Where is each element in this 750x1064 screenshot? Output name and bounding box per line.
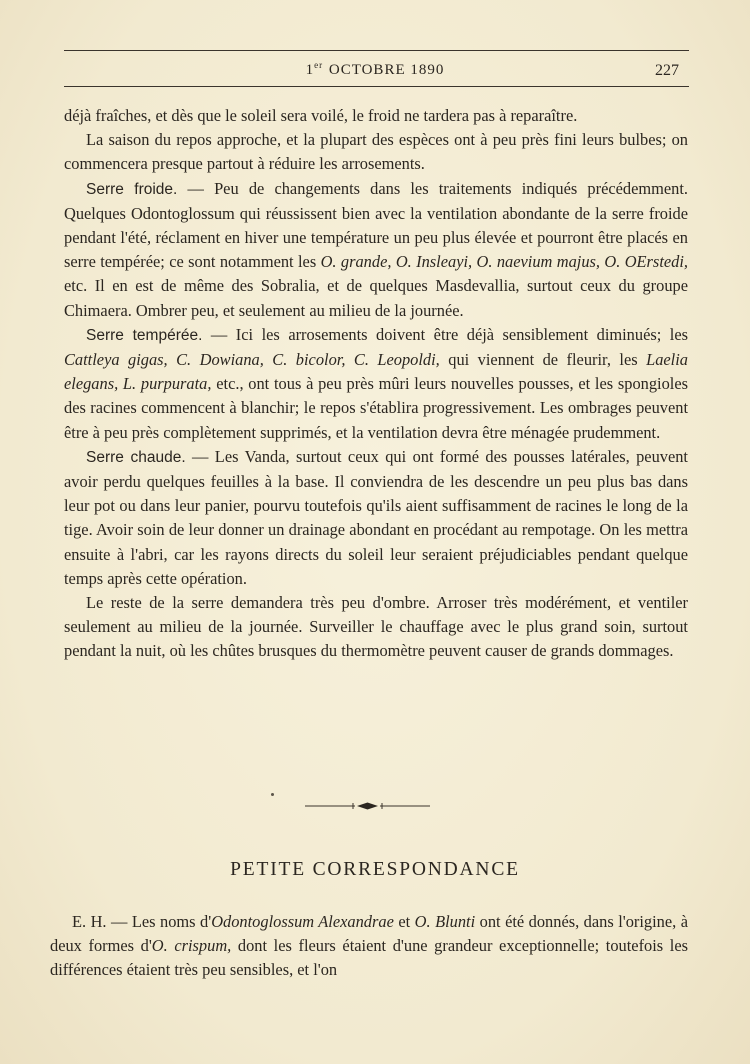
- ink-speck: [271, 793, 274, 796]
- italic-botanical-name: O. Blunti: [414, 912, 476, 931]
- text-run: — Ici les arrosements doivent être déjà sensiblement diminués; les: [202, 324, 688, 344]
- text-run: dont les fleurs étaient d'une grandeur exceptionnelle; toutefois les différences étaient très peu sensibles, et l'on: [50, 936, 688, 980]
- italic-botanical-name: Laelia elegans, L. purpurata,: [64, 350, 688, 394]
- text-run: etc., ont tous à peu près mûri leurs nouvelles pousses, et les spongioles des racines commencent à blanchir; le repos s'établira progressivement. Les ombrages peuvent être à peu près complètement supprimés, et la ventilation devra être ménagée prudemment.: [64, 374, 689, 442]
- correspondence-text: [50, 910, 688, 983]
- text-run: E. H. — Les noms d': [72, 912, 212, 931]
- section-lead-heading: Serre froide.: [86, 180, 178, 198]
- section-title: PETITE CORRESPONDANCE: [230, 859, 520, 880]
- header-top-rule: [64, 50, 689, 51]
- running-header-date: [0, 60, 750, 79]
- page-number: 227: [655, 62, 679, 79]
- paragraph: [64, 104, 688, 128]
- text-run: ont été donnés, dans l'origine, à deux formes d': [50, 912, 688, 956]
- date-text: OCTOBRE 1890: [328, 62, 445, 78]
- text-run: La saison du repos approche, et la plupart des espèces ont à peu près fini leurs bulbes; on commencera presque partout à réduire les arrosements.: [64, 130, 688, 174]
- section-divider-ornament: [305, 799, 430, 813]
- text-run: etc. Il en est de même des Sobralia, et de quelques Masdevallia, surtout ceux du groupe Chimaera. Ombrer peu, et seulement au milieu de la journée.: [64, 276, 688, 320]
- text-run: Le reste de la serre demandera très peu d'ombre. Arroser très modérément, et ventiler seulement au milieu de la journée. Surveiller le chauffage avec le plus grand soin, surtout pendant la nuit, où les chûtes brusques du thermomètre peuvent causer de grands dommages.: [64, 593, 688, 661]
- text-run: déjà fraîches, et dès que le soleil sera voilé, le froid ne tardera pas à reparaître.: [64, 106, 578, 125]
- section-lead-heading: Serre chaude.: [86, 448, 186, 466]
- date-superscript: er: [314, 60, 324, 70]
- main-text-column: [64, 104, 688, 664]
- italic-botanical-name: O. grande, O. Insleayi, O. naevium majus, O. OErstedi,: [320, 252, 688, 272]
- italic-botanical-name: Odontoglossum Alexandrae: [211, 912, 394, 931]
- paragraph: [64, 128, 688, 176]
- section-lead-heading: Serre tempérée.: [86, 326, 203, 344]
- date-prefix: 1: [305, 62, 315, 78]
- correspondence-paragraph: [50, 910, 688, 983]
- text-run: qui viennent de fleurir, les: [439, 350, 647, 370]
- paragraph-serre-temperee: [64, 323, 688, 445]
- text-run: et: [393, 912, 415, 931]
- paragraph-serre-chaude: [64, 445, 688, 591]
- italic-botanical-name: O. crispum,: [151, 936, 232, 956]
- header-bottom-rule: [64, 86, 689, 87]
- text-run: — Les Vanda, surtout ceux qui ont formé des pousses latérales, peuvent avoir perdu quelques feuilles à la base. Il conviendra de les descendre un peu plus bas dans leur pot ou dans leur panier, pourvu toutefois qu'ils aient suffisamment de racines le long de la tige. Avoir soin de leur donner un drainage abondant en procédant au rempotage. On les mettra ensuite à l'abri, car les rayons directs du soleil leur seraient préjudiciables pendant quelque temps après cette opération.: [64, 446, 688, 588]
- paragraph: [64, 591, 688, 664]
- italic-botanical-name: Cattleya gigas, C. Dowiana, C. bicolor, C. Leopoldi,: [64, 350, 440, 370]
- paragraph-serre-froide: [64, 177, 688, 323]
- text-run: — Peu de changements dans les traitements indiqués précédemment. Quelques Odontoglossum qui réussissent bien avec la ventilation abondante de la serre froide pendant l'été, réclament en hiver une température un peu plus élevée et pourront être placés en serre tempérée; ce sont notamment les: [64, 178, 688, 272]
